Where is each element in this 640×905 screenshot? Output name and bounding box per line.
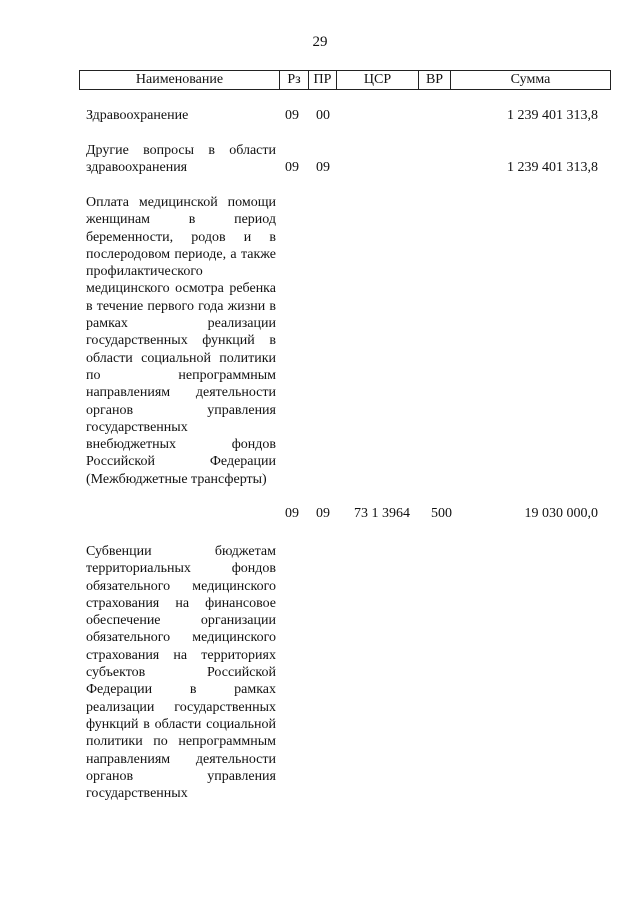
row-pr: 09: [316, 506, 330, 521]
row-sum: 19 030 000,0: [524, 506, 598, 521]
header-name: Наименование: [80, 71, 280, 89]
row-rz: 09: [285, 160, 299, 176]
row-csr: 73 1 3964: [354, 506, 410, 521]
row-vr: 500: [431, 506, 452, 521]
row-sum: 1 239 401 313,8: [507, 108, 598, 123]
row-name: Здравоохранение: [86, 108, 189, 123]
table-header: [79, 70, 611, 90]
row-name: Другие вопросы в области здравоохранения: [86, 143, 276, 176]
page-number: 29: [312, 34, 328, 50]
header-csr: ЦСР: [337, 71, 419, 89]
header-sum: Сумма: [510, 72, 551, 87]
header-vr: ВР: [419, 71, 451, 89]
row-pr: 09: [316, 160, 330, 176]
row-pr: 00: [316, 108, 330, 123]
row-rz: 09: [285, 108, 299, 123]
row-rz: 09: [285, 506, 299, 521]
row-sum: 1 239 401 313,8: [507, 160, 598, 176]
header-pr: ПР: [309, 71, 337, 89]
row-name: Оплата медицинской помощи женщинам в период беременности, родов и в послеродовом периоде, а также профилактического медицинского осмотра ребенка в течение первого года жизни в рамках реализации государственных функций в области социальной политики по непрограммным направлениям деятельности органов управления государственных внебюджетных фондов Российской Федерации (Межбюджетные трансферты): [86, 195, 276, 487]
header-rz: Рз: [280, 71, 309, 89]
row-name: Субвенции бюджетам территориальных фондов обязательного медицинского страхования на финансовое обеспечение организации обязательного медицинского страхования на территориях субъектов Российской Федерации в рамках реализации государственных функций в области социальной политики по непрограммным направлениям деятельности органов управления государственных: [86, 544, 276, 802]
